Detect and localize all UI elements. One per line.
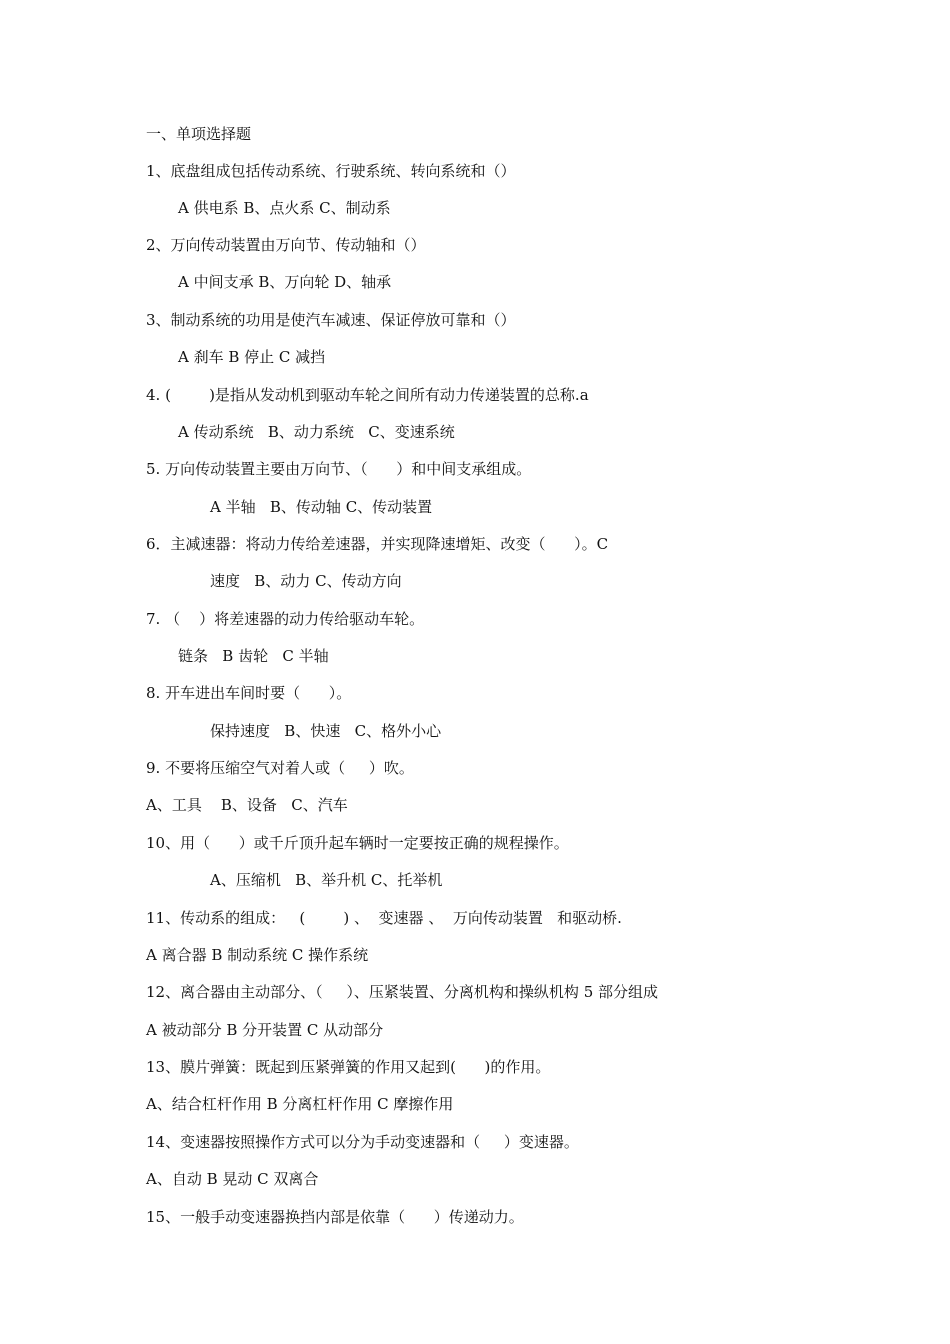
section-title: 一、单项选择题 [146, 125, 252, 143]
question-1: 1、底盘组成包括传动系统、行驶系统、转向系统和（） [146, 162, 516, 180]
options-12: A 被动部分 B 分开装置 C 从动部分 [146, 1021, 384, 1039]
options-7: 链条 B 齿轮 C 半轴 [178, 647, 329, 665]
options-14: A、自动 B 晃动 C 双离合 [146, 1170, 319, 1188]
question-13: 13、膜片弹簧：既起到压紧弹簧的作用又起到( )的作用。 [146, 1058, 551, 1076]
question-6: 6．主减速器：将动力传给差速器，并实现降速增矩、改变（ ）。C [146, 535, 609, 553]
options-10: A、压缩机 B、举升机 C、托举机 [210, 871, 443, 889]
question-15: 15、一般手动变速器换挡内部是依靠（ ）传递动力。 [146, 1208, 524, 1226]
question-10: 10、用（ ）或千斤顶升起车辆时一定要按正确的规程操作。 [146, 834, 569, 852]
options-9: A、工具 B、设备 C、汽车 [146, 796, 348, 814]
options-13: A、结合杠杆作用 B 分离杠杆作用 C 摩擦作用 [146, 1095, 454, 1113]
options-8: 保持速度 B、快速 C、格外小心 [210, 722, 442, 740]
options-6: 速度 B、动力 C、传动方向 [210, 572, 402, 590]
options-11: A 离合器 B 制动系统 C 操作系统 [146, 946, 369, 964]
question-12: 12、离合器由主动部分、（ ）、压紧装置、分离机构和操纵机构 5 部分组成 [146, 983, 659, 1001]
options-5: A 半轴 B、传动轴 C、传动装置 [210, 498, 433, 516]
question-8: 8. 开车进出车间时要（ ）。 [146, 684, 352, 702]
question-7: 7. （ ）将差速器的动力传给驱动车轮。 [146, 610, 425, 628]
options-2: A 中间支承 B、万向轮 D、轴承 [178, 273, 392, 291]
options-4: A 传动系统 B、动力系统 C、变速系统 [178, 423, 455, 441]
question-9: 9. 不要将压缩空气对着人或（ ）吹。 [146, 759, 414, 777]
options-1: A 供电系 B、点火系 C、制动系 [178, 199, 391, 217]
question-5: 5. 万向传动装置主要由万向节、（ ）和中间支承组成。 [146, 460, 532, 478]
question-3: 3、制动系统的功用是使汽车减速、保证停放可靠和（） [146, 311, 516, 329]
question-14: 14、变速器按照操作方式可以分为手动变速器和（ ）变速器。 [146, 1133, 579, 1151]
question-4: 4. ( )是指从发动机到驱动车轮之间所有动力传递装置的总称.a [146, 386, 589, 404]
question-11: 11、传动系的组成： ( ) 、 变速器 、 万向传动装置 和驱动桥. [146, 909, 622, 927]
question-2: 2、万向传动装置由万向节、传动轴和（） [146, 236, 426, 254]
options-3: A 刹车 B 停止 C 减挡 [178, 348, 326, 366]
